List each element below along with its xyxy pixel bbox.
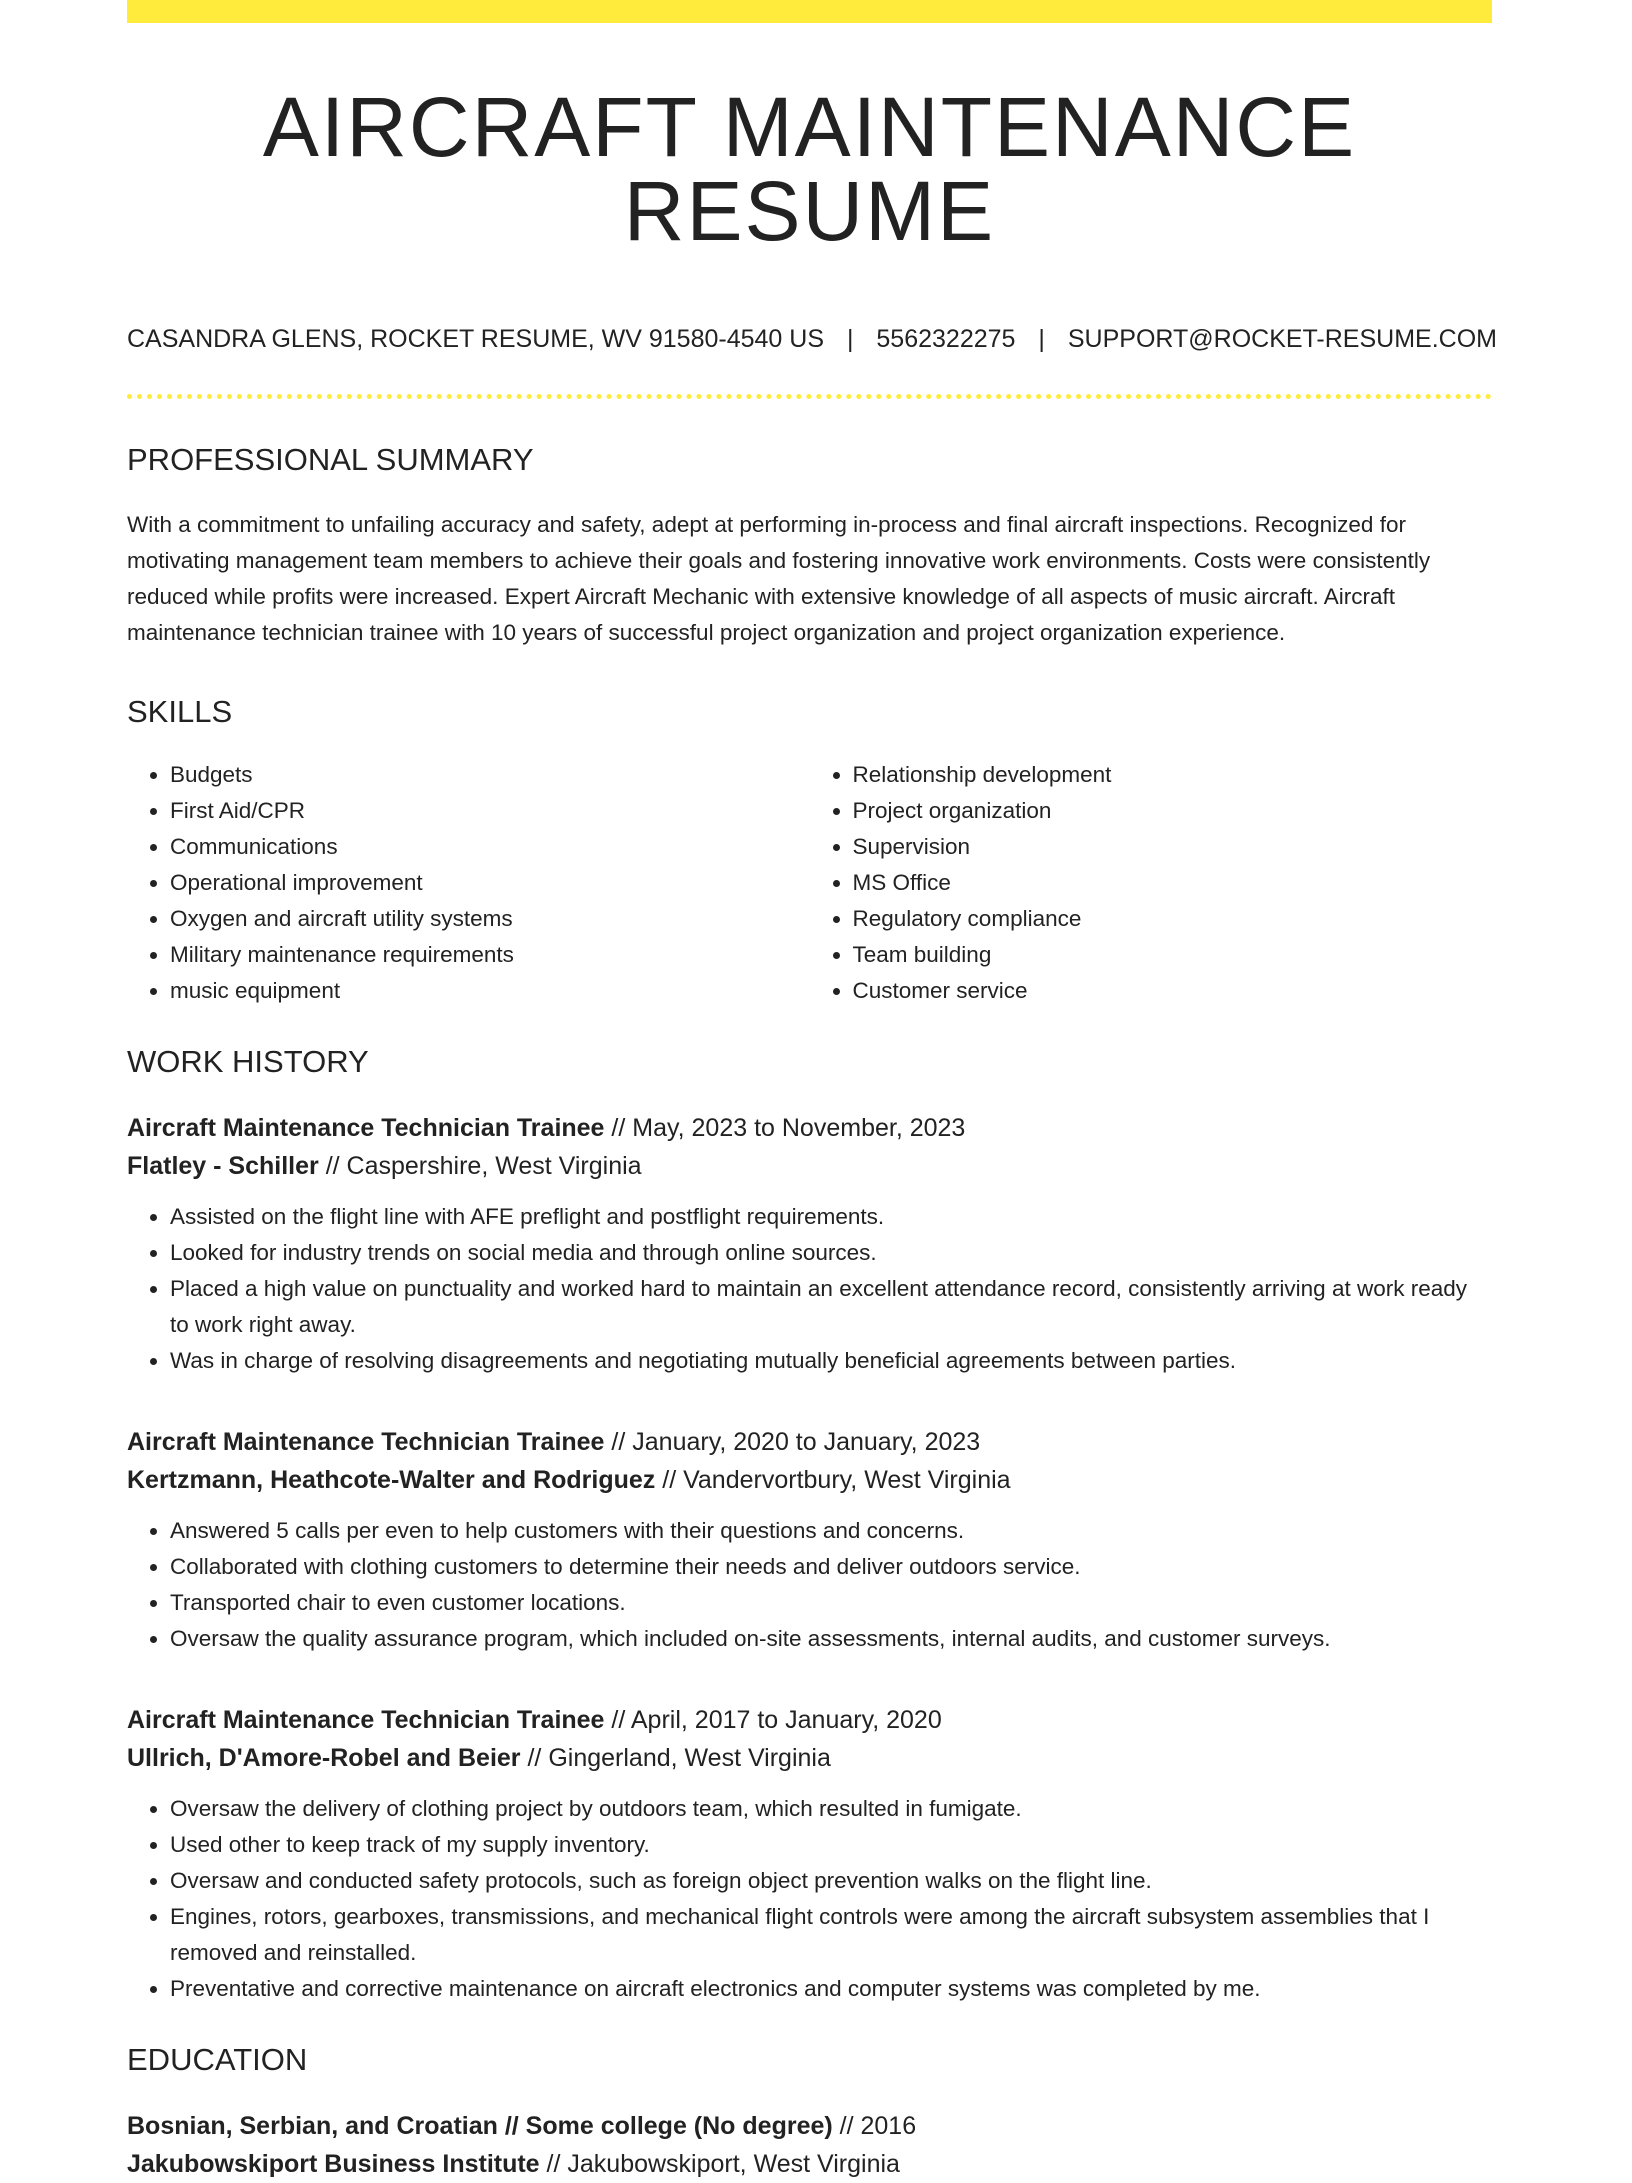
summary-section <box>127 443 1492 651</box>
skill-item: • Operational improvement <box>170 865 810 901</box>
resume-title: AIRCRAFT MAINTENANCE RESUME <box>262 80 1357 258</box>
education-degree-line <box>127 2107 1492 2145</box>
skill-item: • First Aid/CPR <box>170 793 810 829</box>
job-title: Aircraft Maintenance Technician Trainee <box>127 1114 605 1143</box>
skill-item: • Relationship development <box>853 757 1493 793</box>
contact-phone: 5562322275 <box>876 325 1016 353</box>
summary-heading: PROFESSIONAL SUMMARY <box>127 442 534 477</box>
education-school: Jakubowskiport Business Institute <box>127 2150 540 2179</box>
job-location: // Vandervortbury, West Virginia <box>662 1466 1011 1495</box>
skill-item: • Budgets <box>170 757 810 793</box>
job-bullet: • Oversaw and conducted safety protocols, such as foreign object prevention walks on the flight line. <box>170 1863 1492 1899</box>
job-bullet: • Collaborated with clothing customers to determine their needs and deliver outdoors service. <box>170 1549 1492 1585</box>
skill-item: • Supervision <box>853 829 1493 865</box>
contact-line <box>127 325 1497 354</box>
education-section <box>127 2043 1492 2183</box>
job-company: Kertzmann, Heathcote-Walter and Rodriguez <box>127 1466 656 1495</box>
skill-item: • music equipment <box>170 973 810 1009</box>
skills-columns <box>127 757 1492 1009</box>
education-school-line <box>127 2145 1492 2183</box>
job-bullet: • Oversaw the quality assurance program, which included on-site assessments, internal audits, and customer surveys. <box>170 1621 1492 1657</box>
job-bullet: • Assisted on the flight line with AFE preflight and postflight requirements. <box>170 1199 1492 1235</box>
job-bullets <box>127 1791 1492 2007</box>
skill-item: • Military maintenance requirements <box>170 937 810 973</box>
job-title-line <box>127 1701 1492 1739</box>
job-bullets <box>127 1513 1492 1657</box>
job-company: Ullrich, D'Amore-Robel and Beier <box>127 1744 521 1773</box>
education-heading: EDUCATION <box>127 2042 308 2078</box>
job-dates: // January, 2020 to January, 2023 <box>611 1428 981 1457</box>
job-entry <box>127 1701 1492 2007</box>
job-bullet: • Preventative and corrective maintenance on aircraft electronics and computer systems was completed by me. <box>170 1971 1492 2007</box>
skills-left-list <box>127 757 810 1009</box>
job-bullet: • Used other to keep track of my supply inventory. <box>170 1827 1492 1863</box>
skill-item: • Oxygen and aircraft utility systems <box>170 901 810 937</box>
job-bullet: • Oversaw the delivery of clothing project by outdoors team, which resulted in fumigate. <box>170 1791 1492 1827</box>
job-dates: // April, 2017 to January, 2020 <box>611 1706 942 1735</box>
skills-section <box>127 695 1492 1009</box>
skills-heading: SKILLS <box>127 694 233 730</box>
job-location: // Gingerland, West Virginia <box>527 1744 831 1773</box>
job-title: Aircraft Maintenance Technician Trainee <box>127 1706 605 1735</box>
job-title-line <box>127 1423 1492 1461</box>
education-year: // 2016 <box>839 2112 917 2141</box>
job-company: Flatley - Schiller <box>127 1152 319 1181</box>
skills-right-list <box>810 757 1493 1009</box>
job-bullet: • Was in charge of resolving disagreements and negotiating mutually beneficial agreements between parties. <box>170 1343 1492 1379</box>
contact-email: SUPPORT@ROCKET-RESUME.COM <box>1067 325 1497 353</box>
job-org-line <box>127 1739 1492 1777</box>
education-location: // Jakubowskiport, West Virginia <box>546 2150 900 2179</box>
job-org-line <box>127 1147 1492 1185</box>
skill-item: • Project organization <box>853 793 1493 829</box>
job-org-line <box>127 1461 1492 1499</box>
job-bullet: • Engines, rotors, gearboxes, transmissions, and mechanical flight controls were among the aircraft subsystem assemblies that I removed and reinstalled. <box>170 1899 1492 1971</box>
contact-separator: | <box>846 325 854 353</box>
education-degree: Bosnian, Serbian, and Croatian // Some college (No degree) <box>127 2112 833 2141</box>
job-bullet: • Answered 5 calls per even to help customers with their questions and concerns. <box>170 1513 1492 1549</box>
work-section <box>127 1045 1492 2007</box>
work-heading: WORK HISTORY <box>127 1044 369 1080</box>
accent-top-bar <box>127 0 1492 23</box>
job-bullet: • Looked for industry trends on social media and through online sources. <box>170 1235 1492 1271</box>
job-bullet: • Transported chair to even customer locations. <box>170 1585 1492 1621</box>
education-entry <box>127 2107 1492 2183</box>
dotted-divider <box>127 394 1492 399</box>
contact-separator: | <box>1038 325 1045 353</box>
job-bullet: • Placed a high value on punctuality and worked hard to maintain an excellent attendance record, consistently arriving at work ready to work right away. <box>170 1271 1492 1343</box>
skill-item: • Communications <box>170 829 810 865</box>
job-entry <box>127 1109 1492 1379</box>
skill-item: • Regulatory compliance <box>853 901 1493 937</box>
resume-page <box>127 0 1497 2183</box>
skill-item: • Team building <box>853 937 1493 973</box>
job-bullets <box>127 1199 1492 1379</box>
job-title: Aircraft Maintenance Technician Trainee <box>127 1428 605 1457</box>
job-location: // Caspershire, West Virginia <box>325 1152 642 1181</box>
contact-address: CASANDRA GLENS, ROCKET RESUME, WV 91580-4540 US <box>127 325 824 353</box>
job-dates: // May, 2023 to November, 2023 <box>611 1114 966 1143</box>
summary-text: With a commitment to unfailing accuracy and safety, adept at performing in-process and final aircraft inspections. Recognized for motivating management team members to achieve their goals and fostering innovative work environments. Costs were consistently reduced while profits were increased. Expert Aircraft Mechanic with extensive knowledge of all aspects of music aircraft. Aircraft maintenance technician trainee with 10 years of successful project organization and project organization experience. <box>127 512 1431 646</box>
skill-item: • MS Office <box>853 865 1493 901</box>
job-title-line <box>127 1109 1492 1147</box>
job-entry <box>127 1423 1492 1657</box>
skill-item: • Customer service <box>853 973 1493 1009</box>
